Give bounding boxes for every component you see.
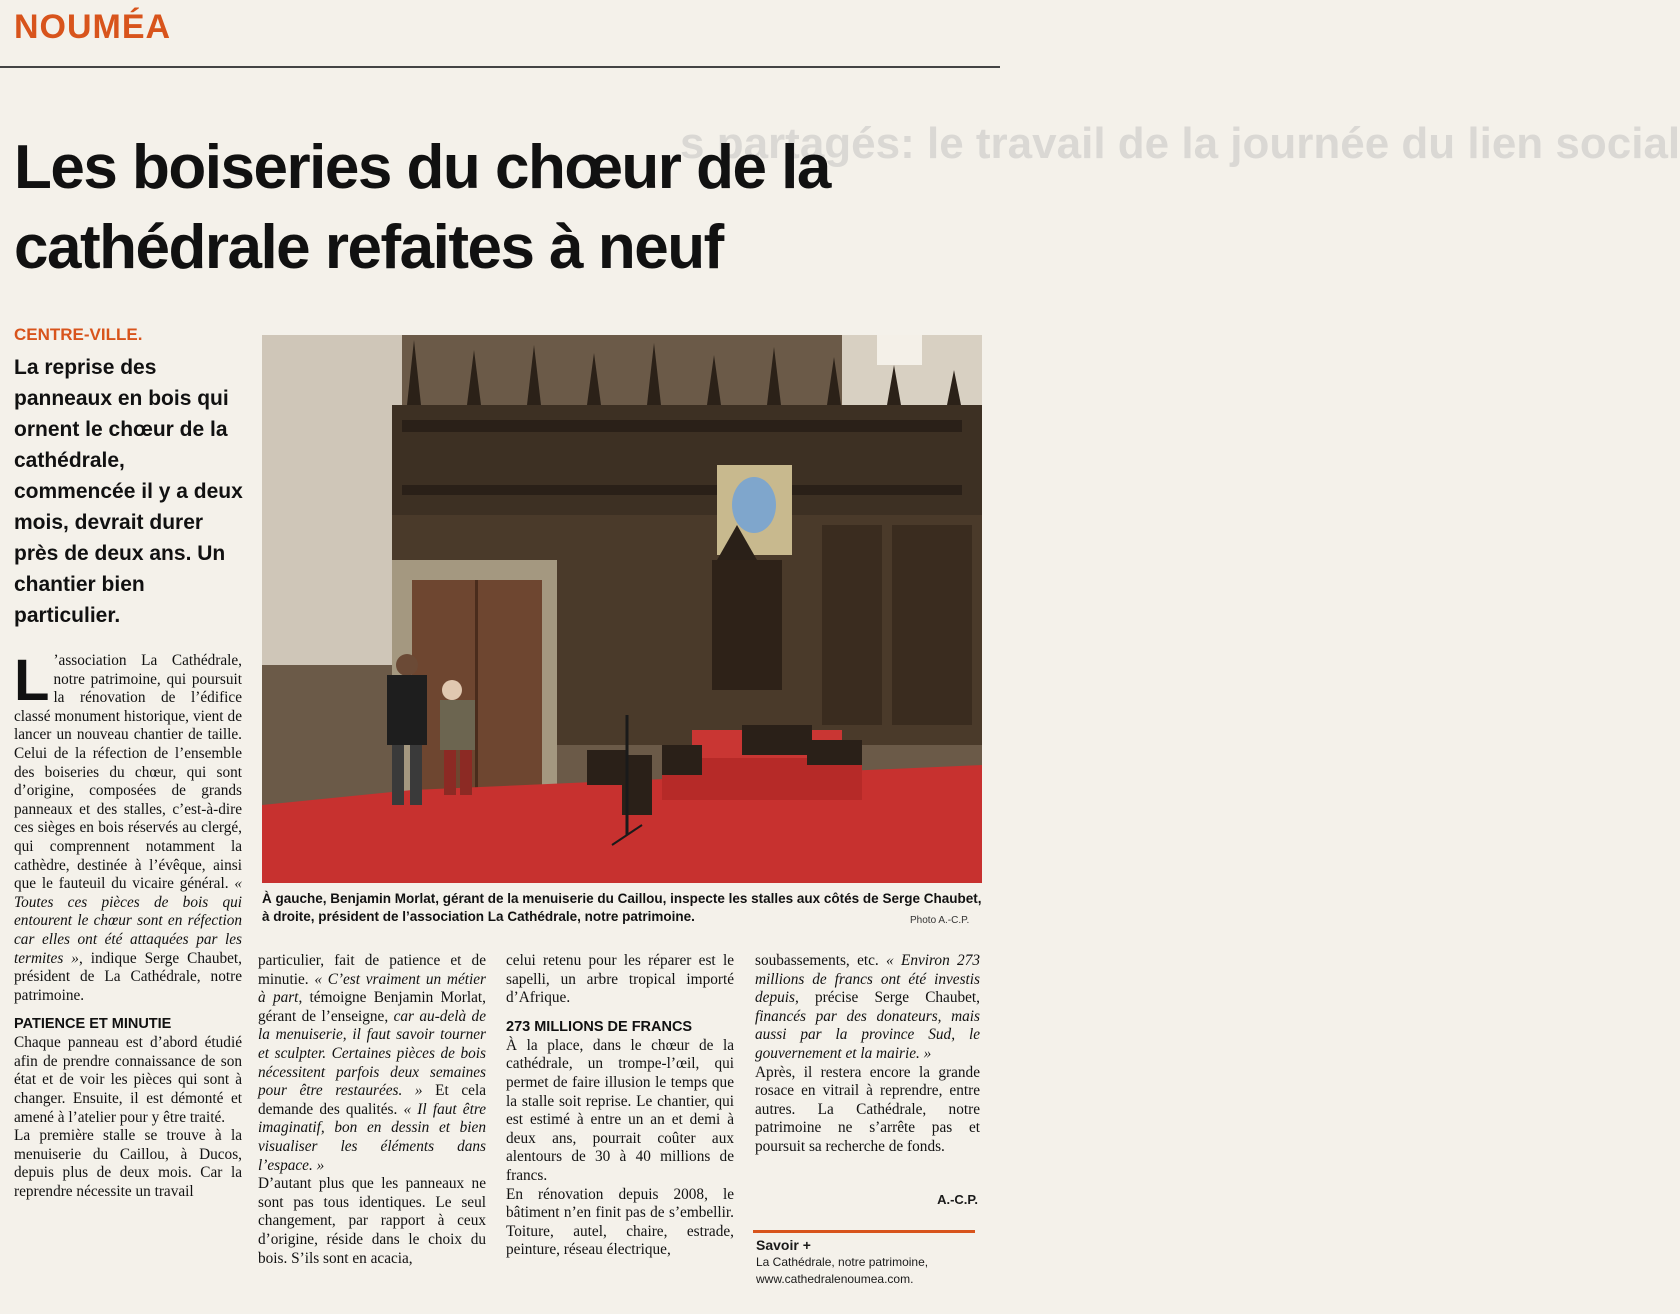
savoir-rule	[753, 1230, 975, 1233]
savoir-line-1: La Cathédrale, notre patrimoine,	[756, 1255, 929, 1269]
quote: financés par des donateurs, mais aussi par la province Sud, le gouvernement et la mairie. »	[755, 1007, 980, 1062]
text: Et cela demande des qualités.	[258, 1082, 486, 1118]
section-title: NOUMÉA	[14, 8, 172, 46]
paragraph: celui retenu pour les réparer est le sapelli, un arbre tropical importé d’Afrique.	[506, 952, 734, 1007]
quote: car au-delà de la menuiserie, il faut savoir tourner et sculpter. Certaines pièces de bois nécessitent parfois deux semaines pour être restaurées. »	[258, 1007, 486, 1100]
quote: « Toutes ces pièces de bois qui entourent le chœur sont en réfection car elles ont été attaquées par les termites »	[14, 875, 242, 967]
headline: Les boiseries du chœur de la cathédrale refaites à neuf	[14, 133, 830, 282]
text: , précise Serge Chaubet,	[794, 989, 980, 1007]
paragraph	[258, 952, 486, 1175]
quote: « Environ 273 millions de francs ont été investis depuis	[755, 952, 980, 1007]
article-column-2	[258, 952, 486, 1268]
text: particulier, fait de patience et de minutie.	[258, 952, 486, 988]
article-column-3	[506, 952, 734, 1260]
drop-cap: L	[14, 648, 50, 713]
paragraph: D’autant plus que les panneaux ne sont pas tous identiques. Le seul changement, par rapport à ceux d’origine, réside dans le choix du bois. S’ils sont en acacia,	[258, 1175, 486, 1267]
paragraph	[755, 952, 980, 1064]
text: ’association La Cathédrale, notre patrimoine, qui poursuit la rénovation de l’édifice classé monument historique, vient de lancer un nouveau chantier de taille. Celui de la réfection de l’ensemble des boiseries du chœur, qui sont d’origine, composées de grands panneaux et des stalles, c’est-à-dire ces sièges en bois réservés au clergé, qui comprennent notamment la cathèdre, destinée à l’évêque, ainsi que le fauteuil du vicaire général.	[14, 652, 242, 893]
paragraph: À la place, dans le chœur de la cathédrale, un trompe-l’œil, qui permet de faire illusion le temps que la stalle soit reprise. Le chantier, qui est estimé à entre un an et demi à deux ans, pourrait coûter aux alentours de 30 à 40 millions de francs.	[506, 1036, 734, 1184]
savoir-title: Savoir +	[756, 1237, 811, 1253]
standfirst: La reprise des panneaux en bois qui ornent le chœur de la cathédrale, commencée il y a deux mois, devrait durer près de deux ans. Un chantier bien particulier.	[14, 356, 243, 627]
photo-credit: Photo A.-C.P.	[910, 915, 970, 926]
subheading: 273 MILLIONS DE FRANCS	[506, 1018, 693, 1035]
kicker: CENTRE-VILLE.	[14, 325, 143, 344]
author-signature: A.-C.P.	[937, 1192, 978, 1207]
text: , indique Serge Chaubet, président de La Cathédrale, notre patrimoine.	[14, 949, 242, 1004]
text: , témoigne Benjamin Morlat, gérant de l’enseigne,	[258, 989, 486, 1025]
bleed-through-headline: s partagés: le travail de la journée du lien social	[680, 119, 1680, 168]
paragraph: Chaque panneau est d’abord étudié afin de prendre connaissance de son état et de voir les pièces qui sont à changer. Ensuite, il est démonté et amené à l’atelier pour y être traité.	[14, 1034, 242, 1126]
subheading: PATIENCE ET MINUTIE	[14, 1016, 172, 1033]
text: soubassements, etc.	[755, 952, 887, 969]
paragraph	[14, 648, 242, 1005]
quote: « C’est vraiment un métier à part	[258, 970, 486, 1007]
paragraph: Après, il restera encore la grande rosace en vitrail à reprendre, entre autres. La Cathédrale, notre patrimoine ne s’arrête pas et poursuit sa recherche de fonds.	[755, 1063, 980, 1155]
savoir-website-link[interactable]: www.cathedralenoumea.com.	[756, 1272, 914, 1286]
savoir-box	[756, 1237, 978, 1288]
article-column-1	[14, 648, 242, 1202]
paragraph: En rénovation depuis 2008, le bâtiment n’en finit pas de s’embellir. Toiture, autel, chaire, estrade, peinture, réseau électrique,	[506, 1185, 734, 1259]
quote: « Il faut être imaginatif, bon en dessin et bien visualiser les éléments dans l’espace. »	[258, 1100, 486, 1174]
photo-illustration	[262, 335, 982, 883]
photo-caption: À gauche, Benjamin Morlat, gérant de la menuiserie du Caillou, inspecte les stalles aux côtés de Serge Chaubet, à droite, président de l’association La Cathédrale, notre patrimoine.	[262, 891, 982, 924]
article-column-4	[755, 952, 980, 1157]
section-rule	[0, 66, 1000, 68]
cathedral-choir-photo	[262, 335, 982, 883]
paragraph: La première stalle se trouve à la menuiserie du Caillou, à Ducos, depuis plus de deux mois. Car la reprendre nécessite un travail	[14, 1127, 242, 1201]
